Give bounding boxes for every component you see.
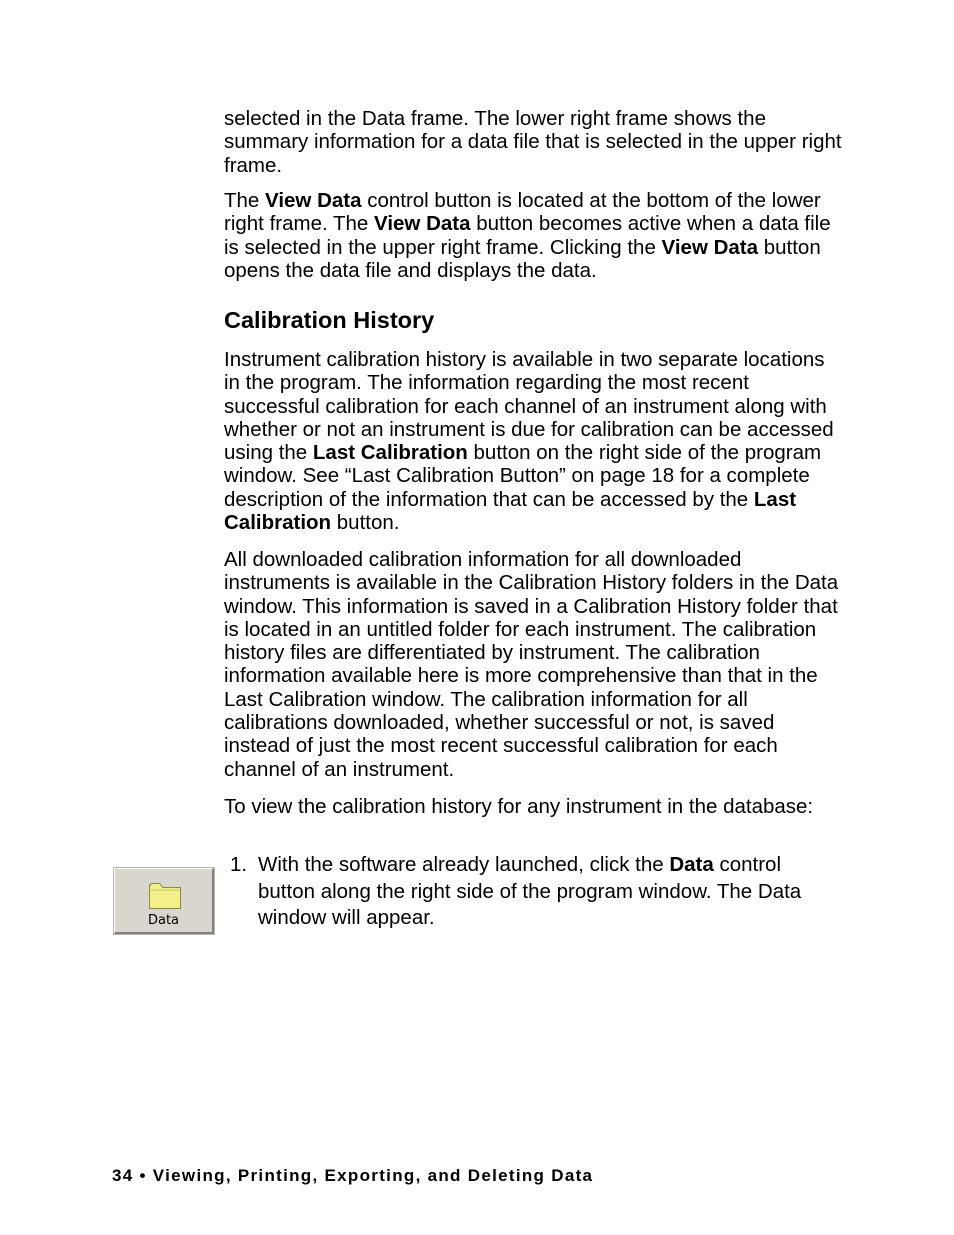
- text-run: button opens the data file and displays the data.: [224, 235, 821, 282]
- paragraph-view-data: [224, 189, 842, 282]
- text-run: Instrument calibration history is available in two separate locations in the program. The information regarding the most recent successful calibration for each channel of an instrument along with whether or not an instrument is due for calibration can be accessed using the: [224, 348, 834, 465]
- text-run: control button along the right side of the program window. The Data window will appear.: [258, 853, 802, 929]
- page-footer: 34 • Viewing, Printing, Exporting, and Deleting Data: [112, 1166, 594, 1185]
- bold-view-data: View Data: [374, 212, 471, 236]
- bold-view-data: View Data: [265, 189, 362, 212]
- folder-icon: [148, 879, 182, 911]
- paragraph-text: selected in the Data frame. The lower right frame shows the summary information for a data file that is selected in the upper right frame.: [224, 107, 842, 177]
- step-text: [258, 852, 842, 932]
- step-1: [230, 852, 842, 932]
- paragraph-calibration-locations: [224, 348, 842, 534]
- bold-last-calibration: Last Calibration: [224, 487, 797, 535]
- section-heading: Calibration History: [224, 307, 435, 333]
- text-run: control button is located at the bottom of the lower right frame. The: [224, 189, 821, 236]
- text-run: button becomes active when a data file is selected in the upper right frame. Clicking the: [224, 212, 831, 259]
- bold-data: Data: [669, 853, 714, 876]
- paragraph-text: All downloaded calibration information for all downloaded instruments is available in the Calibration History folders in the Data window. This information is saved in a Calibration History folder that is located in an untitled folder for each instrument. The calibration history files are differentiated by instrument. The calibration information available here is more comprehensive than that in the Last Calibration window. The calibration information for all calibrations downloaded, whether successful or not, is saved instead of just the most recent successful calibration for each channel of an instrument.: [224, 548, 839, 781]
- step-number: 1.: [230, 853, 248, 876]
- data-button-label: Data: [147, 913, 180, 928]
- bold-view-data: View Data: [661, 235, 759, 259]
- paragraph-calibration-folders: [224, 548, 842, 781]
- text-run: button.: [331, 511, 400, 535]
- text-run: The: [224, 189, 266, 212]
- data-button[interactable]: [114, 868, 214, 934]
- paragraph-view-history-intro: [224, 795, 842, 818]
- text-run: button on the right side of the program window. See “Last Calibration Button” on page 18 for a complete description of the information that can be accessed by the: [224, 441, 822, 511]
- text-run: With the software already launched, click the: [258, 853, 670, 876]
- bold-last-calibration: Last Calibration: [312, 441, 468, 465]
- paragraph-text: To view the calibration history for any instrument in the database:: [224, 795, 814, 818]
- paragraph-data-frame: [224, 107, 842, 177]
